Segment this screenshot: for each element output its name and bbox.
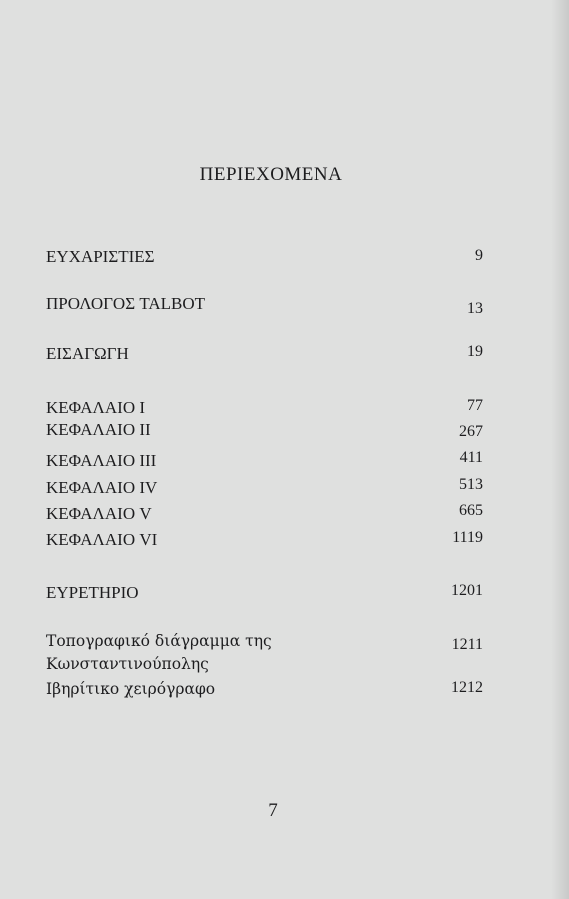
toc-entry-label-continued: Κωνσταντινούπολης xyxy=(46,655,209,673)
toc-entry-label: Τοπογραφικό διάγραμμα της xyxy=(46,632,272,650)
toc-entry-page: 411 xyxy=(459,449,483,466)
toc-entry-label: ΕΙΣΑΓΩΓΗ xyxy=(46,344,129,363)
toc-entry-label: ΚΕΦΑΛΑΙΟ IV xyxy=(46,478,158,497)
toc-entry-label: ΚΕΦΑΛΑΙΟ VI xyxy=(46,530,158,549)
toc-entry-label: ΕΥΧΑΡΙΣΤΙΕΣ xyxy=(46,247,155,266)
toc-entry-label: ΚΕΦΑΛΑΙΟ V xyxy=(46,504,152,523)
toc-entry-page: 1212 xyxy=(451,679,483,696)
toc-entry-page: 9 xyxy=(475,247,483,264)
page-title: ΠΕΡΙΕΧΟΜΕΝΑ xyxy=(199,164,343,185)
toc-entry-page: 513 xyxy=(459,476,483,493)
toc-entry-label: Ιβηρίτικο χειρόγραφο xyxy=(46,680,216,698)
toc-entry-page: 77 xyxy=(467,397,483,414)
toc-entry-page: 1119 xyxy=(452,529,483,546)
toc-entry-label: ΚΕΦΑΛΑΙΟ III xyxy=(46,451,157,470)
page-number: 7 xyxy=(268,800,278,821)
toc-entry-page: 665 xyxy=(459,502,483,519)
toc-entry-page: 1211 xyxy=(451,636,483,653)
toc-entry-label: ΠΡΟΛΟΓΟΣ TALBOT xyxy=(46,294,206,313)
page-edge-shadow xyxy=(551,0,569,899)
toc-entry-page: 267 xyxy=(459,423,483,440)
toc-entry-page: 13 xyxy=(467,300,483,317)
toc-entry-label: ΚΕΦΑΛΑΙΟ I xyxy=(46,398,146,417)
toc-entry-label: ΚΕΦΑΛΑΙΟ II xyxy=(46,420,151,439)
toc-entry-page: 1201 xyxy=(451,582,483,599)
toc-entry-label: ΕΥΡΕΤΗΡΙΟ xyxy=(46,583,139,602)
toc-entry-page: 19 xyxy=(467,343,483,360)
